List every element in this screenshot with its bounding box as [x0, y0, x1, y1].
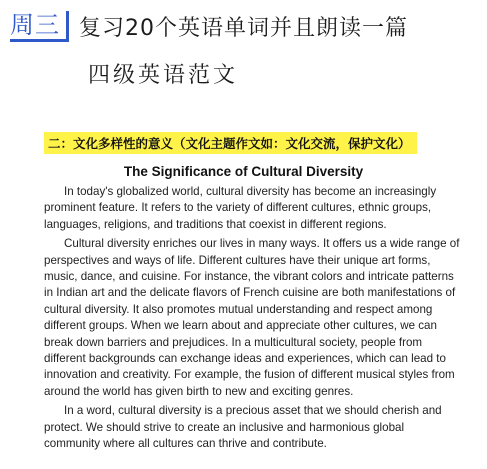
day-label: 周三: [10, 11, 69, 42]
section-heading: 二：文化多样性的意义（文化主题作文如：文化交流，保护文化）: [44, 132, 417, 154]
paragraph-1: In today's globalized world, cultural diversity has become an increasingly prominent feature. It refers to the variety of different cultures, ethnic groups, languages, religions, and traditions that coexist in different regions.: [44, 185, 437, 231]
paragraph-3: In a word, cultural diversity is a precious asset that we should cherish and protect. We should strive to create an inclusive and harmonious global community where all cultures can thrive and contribute.: [44, 404, 442, 451]
essay-title: The Significance of Cultural Diversity: [123, 164, 364, 179]
essay-body: [44, 184, 460, 456]
paragraph-2: Cultural diversity enriches our lives in many ways. It offers us a wide range of perspectives and ways of life. Different cultures have their unique art forms, music, dance, and cuisine. For instance, the vibrant colors and intricate patterns in Indian art and the delicate flavors of French cuisine are both manifestations of cultural diversity. It also promotes mutual understanding and respect among different groups. When we learn about and appreciate other cultures, we can break down barriers and prejudices. In a multicultural society, people from different backgrounds can exchange ideas and experiences, which can lead to innovation and creativity. For example, the fusion of different musical styles from around the world has given birth to new and exciting genres.: [44, 237, 460, 398]
task-text-line-2: 四级英语范文: [88, 63, 239, 88]
task-text-line-1: 复习20个英语单词并且朗读一篇: [79, 15, 408, 41]
